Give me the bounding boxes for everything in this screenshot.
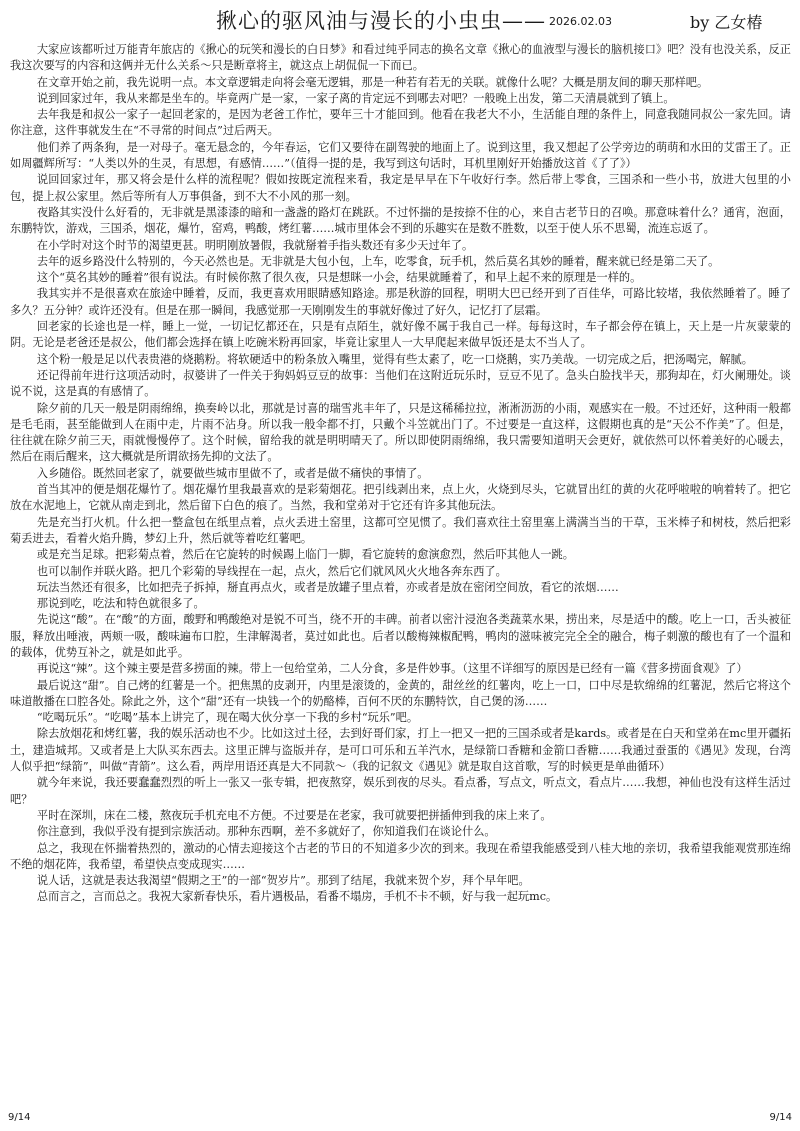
article-paragraph: 就今年来说，我还要蠢蠢烈烈的听上一张又一张专辑，把夜熬穿，娱乐到夜的尽头。看点番，写点文，听点文，看点片……我想，神仙也没有这样生活过吧？ [10,776,791,806]
page-header [0,8,800,34]
article-paragraph: 平时在深圳，床在二楼，熬夜玩手机充电不方便。不过要是在老家，我可就要把拼插伸到我的床上来了。 [36,808,552,822]
article-paragraph: 除去放烟花和烤红薯，我的娱乐活动也不少。比如这过土径，去到好哥们家，打上一把又一把的三国杀或者是kards。或者是在白天和堂弟在mc里开疆拓土，建造城邦。又或者是上大队买东西去。这里正牌与盗版并存，是可口可乐和五羊汽水，是绿箭口香糖和金箭口香糖……我通过蚕蛋的《遇见》发现，台湾人似乎把“绿箭”，叫做“青箭”。这么看，两岸用语还真是大不同款～（我的记叙文《遇见》就是取自这首歌，写的时候更是单曲循环） [10,727,791,774]
article-paragraph: 总之，我现在怀揣着热烈的，激动的心情去迎接这个古老的节日的不知道多少次的到来。我现在希望我能感受到八桂大地的亲切，我希望我能观赏那连绵不绝的烟花阵，我希望，希望快点变成现实…… [10,841,791,871]
article-paragraph: 他们养了两条狗，是一对母子。毫无悬念的，今年春运，它们又要待在副驾驶的地面上了。说到这里，我又想起了公学旁边的萌萌和水田的艾雷王了。正如周疆辉所写：“人类以外的生灵，有思想，有感情……”（值得一提的是，我写到这句话时，耳机里刚好开始播放这首《了了》） [10,140,791,171]
article-paragraph: 首当其冲的便是烟花爆竹了。烟花爆竹里我最喜欢的是彩菊烟花。把引线剥出来，点上火，火烧到尽头，它就冒出红的黄的火花呼啦啦的响着转了。把它放在水泥地上，它就从南走到北，然后留下白色的痕了。当然，我和堂弟对于它还有许多其他玩法。 [10,483,791,513]
article-paragraph: 最后说这“甜”。自己烤的红薯是一个。把焦黑的皮剥开，内里是滚烫的，金黄的，甜丝丝的红薯肉，吃上一口，口中尽是软绵绵的红薯泥，然后它将这个味道散播在口腔各处。除此之外，这个“甜”还有一块钱一个的奶酪棒，百何不厌的东鹏特饮，自己煲的汤…… [10,678,791,708]
article-paragraph: 去年的返乡路没什么特别的，今天必然也是。无非就是大包小包，上车，吃零食，玩手机，然后莫名其妙的睡着，醒来就已经是第二天了。 [36,254,720,268]
article-paragraph: 在文章开始之前，我先说明一点。本文章逻辑走向将会毫无逻辑，那是一种若有若无的关联。就像什么呢？大概是朋友间的聊天那样吧。 [36,75,709,89]
article-paragraph: 大家应该都听过万能青年旅店的《揪心的玩笑和漫长的白日梦》和看过纯乎同志的换名文章《揪心的血液型与漫长的脑机接口》吧？没有也没关系，反正我这次要写的内容和这俩并无什么关系～只是断章将主，就这点上胡侃侃一下而已。 [10,43,791,73]
article-paragraph: 那说到吃，吃法和特色就很多了。 [36,597,205,611]
article-paragraph: 或是充当足球。把彩菊点着，然后在它旋转的时候踢上临门一脚，看它旋转的愈演愈烈，然后吓其他人一跳。 [36,548,574,562]
article-paragraph: 除夕前的几天一般是阴雨绵绵，换奏岭以北，那就是讨喜的瑞雪兆丰年了，只是这稀稀拉拉，淅淅沥沥的小雨，观感实在一般。不过还好，这种雨一般都是毛毛雨，甚至能做到人在雨中走，片雨不沾身。所以我一般伞都不打，只戴个斗笠就出门了。不过要是一直这样，这假期也真的是“天公不作美”了。但是，往往就在除夕前三天，雨就慢慢停了。这个时候，留给我的就是明明晴天了。所以即使阴雨绵绵，我只需要知道明天会更好，就依然可以怀着美好的心暖去，然后在雨后醒来，这大概就是所谓欲扬先抑的文法了。 [10,401,791,464]
article-paragraph: 这个粉一般是足以代表贵港的烧鹅粉。将软硬适中的粉条放入嘴里，觉得有些太素了，吃一口烧鹅，实乃美哉。一切完成之后，把汤喝完，解腻。 [36,352,753,366]
article-body [10,42,791,906]
article-paragraph: 回老家的长途也是一样，睡上一觉，一切记忆都还在，只是有点陌生，就好像不属于我自己一样。每每这时，车子都会停在镇上，天上是一片灰蒙蒙的阴。无论是老爸还是叔公，他们都会选择在镇上吃碗米粉再回家，毕竟让家里人一大早爬起来做早饭还是太不当人了。 [10,320,791,350]
article-paragraph: 你注意到，我似乎没有提到宗族活动。那种东西啊，差不多就好了，你知道我们在谈论什么。 [36,825,496,839]
article-paragraph: 先是充当打火机。什么把一整盒包在纸里点着，点火丢进土窑里，这都可空见惯了。我们喜欢往土窑里塞上满满当当的干草，玉米棒子和树枝，然后把彩菊丢进去，看着火焰升腾，梦幻上升，然后就等着吃红薯吧。 [10,515,791,545]
article-paragraph: 这个“莫名其妙的睡着”很有说法。有时候你熬了很久夜，只是想眯一小会，结果就睡着了，和早上起不来的原理是一样的。 [36,271,642,285]
author-byline: by 乙女椿 [690,13,763,32]
article-paragraph: 入乡随俗。既然回老家了，就要做些城市里做不了，或者是做不痛快的事情了。 [36,466,429,480]
article-paragraph: 先说这“酸”。在“酸”的方面，酸野和鸭酸绝对是锐不可当，绕不开的丰碑。前者以密汁浸泡各类蔬菜水果，捞出来，尽是适中的酸。吃上一口，舌头被征服，释放出唾液，两颊一吸，酸味遍布口腔，生津解渴者，莫过如此也。后者以酸梅辣椒配鸭，鸭肉的滋味被完完全全的融合，梅子刺激的酸也有了一个温和的载体，优势互补之，就是如此乎。 [10,613,791,659]
article-paragraph: 玩法当然还有很多，比如把壳子拆掉，掰直再点火，或者是放罐子里点着，亦或者是放在密闭空间放，看它的浓烟…… [36,580,619,594]
article-paragraph: 去年我是和叔公一家子一起回老家的，是因为老爸工作忙，要年三十才能回到。他看在我老大不小，生活能自理的条件上，同意我随同叔公一家先回。请你注意，这件事就发生在“不寻常的时间点”过后两天。 [10,108,791,138]
article-paragraph: 我其实并不是很喜欢在旅途中睡着，反而，我更喜欢用眼睛感知路途。那是秋游的回程，明明大巴已经开到了百佳华，可路比较堵，我依然睡着了。睡了多久？五分钟？或许还没有。但是在那一瞬间，我感觉那一天刚刚发生的事就好像过了好久，记忆打了层霜。 [10,287,791,317]
article-paragraph: 还记得前年进行这项活动时，叔婆讲了一件关于狗妈妈豆豆的故事：当他们在这附近玩乐时，豆豆不见了。急头白脸找半天，那狗却在，灯火阑珊处。谈说不说，这是真的有感情了。 [10,368,791,399]
article-paragraph: 说回回家过年，那又将会是什么样的流程呢？假如按既定流程来看，我定是早早在下午收好行李。然后带上零食，三国杀和一些小书，放进大包里的小包，提上叔公家里。然后等所有人万事俱备，到不大不小风的那一刻。 [10,173,791,203]
article-paragraph: 总而言之，言而总之。我祝大家新春快乐，看片遇极品，看番不塌房，手机不卡不顿，好与我一起玩mc。 [36,890,558,904]
page-number-right: 9/14 [769,1112,792,1123]
article-paragraph: 说到回家过年，我从来都是坐车的。毕竟两广是一家，一家子离的肯定远不到哪去对吧？一般晚上出发，第二天清晨就到了镇上。 [36,91,675,105]
article-paragraph: 说人话，这就是表达我渴望“假期之王”的一部“贺岁片”。那到了结尾，我就来贺个岁，拜个早年吧。 [36,874,530,888]
article-paragraph: 也可以制作并联火路。把几个彩菊的导线捏在一起，点火，然后它们就风风火火地各奔东西了。 [36,564,507,578]
page-number-left: 9/14 [8,1112,31,1123]
article-paragraph: 在小学时对这个时节的渴望更甚。明明刚放暑假，我就掰着手指头数还有多少天过年了。 [36,238,474,252]
article-paragraph: 夜路其实没什么好看的，无非就是黑漆漆的暗和一盏盏的路灯在跳跃。不过怀揣的是按捺不住的心，来自古老节日的召唤。那意味着什么？通宵，泡面，东鹏特饮，游戏，三国杀，烟花，爆竹，窑鸡，鸭酸，烤红薯……城市里体会不到的乐趣实在是数不胜数，以至于使人乐不思蜀，流连忘返了。 [10,205,791,236]
article-paragraph: 再说这“辣”。这个辣主要是营多捞面的辣。带上一包给堂弟，二人分食，多是件妙事。（这里不详细写的原因是已经有一篇《营多捞面食观》了） [36,662,748,676]
page-title: 揪心的驱风油与漫长的小虫虫—— [216,9,546,33]
publish-date: 2026.02.03 [549,15,612,28]
article-paragraph: “吃喝玩乐”。“吃喝”基本上讲完了，现在喝大伙分享一下我的乡村“玩乐”吧。 [36,711,419,725]
